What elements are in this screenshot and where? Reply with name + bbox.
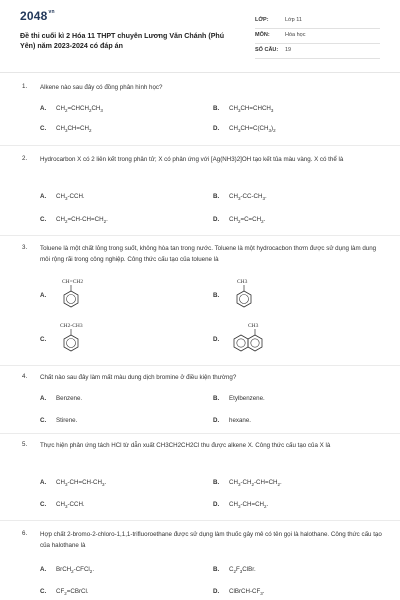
svg-text:CH3: CH3 bbox=[237, 279, 248, 285]
logo-text: 2048 bbox=[20, 9, 48, 23]
styrene-structure-icon bbox=[52, 276, 92, 316]
question-text: Toluene là một chất lỏng trong suốt, không hòa tan trong nước. Toluene là một hydrocacbon thơm được sử dụng làm dung môi rộng rãi trong công nghiệp. Công thức cấu tạo của toluene là bbox=[40, 245, 377, 263]
option-label: C. bbox=[40, 336, 47, 343]
option-label: D. bbox=[213, 501, 220, 508]
option-text: $CH_2=CHCH_2CH_3$ bbox=[56, 105, 103, 114]
svg-text:CH3: CH3 bbox=[248, 323, 259, 329]
option-label: B. bbox=[213, 105, 220, 112]
question-separator bbox=[0, 365, 400, 366]
option-label: D. bbox=[213, 216, 220, 223]
question-separator bbox=[0, 520, 400, 521]
option-text: Etylbenzene. bbox=[229, 395, 265, 402]
meta-class bbox=[255, 14, 380, 29]
option-text: Benzene. bbox=[56, 395, 83, 402]
option-text: $CH_3$-CCH. bbox=[56, 501, 85, 510]
option-text: $CH_3-CC-CH_3$. bbox=[229, 193, 267, 202]
option-text: $CH_2=CH-CH=CH_2$. bbox=[56, 216, 108, 225]
meta-class-value: Lớp 11 bbox=[285, 17, 302, 23]
header-divider bbox=[0, 72, 400, 73]
option-label: C. bbox=[40, 216, 47, 223]
option-label: C. bbox=[40, 417, 47, 424]
option-label: A. bbox=[40, 479, 47, 486]
option-label: C. bbox=[40, 125, 47, 132]
option-text: hexane. bbox=[229, 417, 252, 424]
question-text: Hợp chất 2-bromo-2-chloro-1,1,1-trifluoroethane được sử dụng làm thuốc gây mê có tên gọi là halothane. Công thức cấu tạo của halothane là bbox=[40, 531, 382, 549]
meta-count bbox=[255, 44, 380, 59]
option-label: C. bbox=[40, 588, 47, 595]
option-text: $CH_3CH=CH_2$ bbox=[56, 125, 92, 134]
option-text: BrCH$_2$-CFCl$_2$. bbox=[56, 566, 95, 575]
option-label: D. bbox=[213, 588, 220, 595]
question-separator bbox=[0, 433, 400, 434]
option-label: D. bbox=[213, 417, 220, 424]
question-text: Hydrocarbon X có 2 liên kết trong phân tử; X có phản ứng với [Ag(NH3)2]OH tạo kết tủa màu vàng. X có thể là bbox=[40, 156, 344, 163]
option-text: $CH_3CH=C(CH_3)_2$ bbox=[229, 125, 276, 134]
option-text: $CH_3-CH=CH-CH_3$. bbox=[56, 479, 107, 488]
question-separator bbox=[0, 145, 400, 146]
option-text: ClBrCH-$CF_3$. bbox=[229, 588, 265, 597]
option-text: $CH_3-CH_2-CH=CH_2$. bbox=[229, 479, 282, 488]
option-label: B. bbox=[213, 193, 220, 200]
meta-subject-value: Hóa học bbox=[285, 32, 306, 38]
option-label: B. bbox=[213, 566, 220, 573]
option-text: $CH_3-CH=CH_2$. bbox=[229, 501, 269, 510]
option-label: A. bbox=[40, 193, 47, 200]
question-number: 2. bbox=[22, 155, 28, 162]
option-label: B. bbox=[213, 479, 220, 486]
option-label: A. bbox=[40, 105, 47, 112]
option-label: A. bbox=[40, 566, 47, 573]
option-label: A. bbox=[40, 395, 47, 402]
question-number: 5. bbox=[22, 441, 28, 448]
logo-suffix: vn bbox=[48, 9, 55, 15]
site-logo[interactable] bbox=[20, 9, 55, 23]
option-text: $CF_2=CBrCl$. bbox=[56, 588, 89, 597]
option-text: Stirene. bbox=[56, 417, 78, 424]
meta-class-key: LỚP: bbox=[255, 17, 269, 23]
svg-text:CH2-CH3: CH2-CH3 bbox=[60, 323, 83, 329]
option-label: D. bbox=[213, 336, 220, 343]
question-number: 4. bbox=[22, 373, 28, 380]
question-number: 3. bbox=[22, 244, 28, 251]
question-text: Chất nào sau đây làm mất màu dung dịch bromine ở điều kiện thường? bbox=[40, 374, 237, 381]
meta-count-value: 19 bbox=[285, 47, 292, 53]
option-label: A. bbox=[40, 292, 47, 299]
meta-subject bbox=[255, 29, 380, 44]
svg-text:CH=CH2: CH=CH2 bbox=[62, 279, 84, 285]
option-label: D. bbox=[213, 125, 220, 132]
option-label: C. bbox=[40, 501, 47, 508]
toluene-structure-icon bbox=[225, 276, 265, 316]
option-label: B. bbox=[213, 395, 220, 402]
page-header bbox=[0, 0, 400, 72]
exam-title: Đề thi cuối kì 2 Hóa 11 THPT chuyên Lương Văn Chánh (Phú Yên) năm 2023-2024 có đáp án bbox=[20, 32, 225, 50]
option-text: $CH_3$-CCH. bbox=[56, 193, 85, 202]
question-number: 1. bbox=[22, 83, 28, 90]
option-text: $CH_2=C=CH_2$. bbox=[229, 216, 266, 225]
meta-count-key: SỐ CÂU: bbox=[255, 47, 279, 53]
meta-subject-key: MÔN: bbox=[255, 32, 270, 38]
methylnaphthalene-structure-icon bbox=[225, 320, 273, 360]
question-number: 6. bbox=[22, 530, 28, 537]
question-text: Alkene nào sau đây có đồng phân hình học? bbox=[40, 84, 163, 91]
question-separator bbox=[0, 235, 400, 236]
option-text: $CH_3CH=CHCH_3$ bbox=[229, 105, 274, 114]
question-text: Thực hiện phản ứng tách HCl từ dẫn xuất CH3CH2CH2Cl thu được alkene X. Công thức cấu tạo của X là bbox=[40, 442, 331, 449]
option-label: B. bbox=[213, 292, 220, 299]
ethylbenzene-structure-icon bbox=[52, 320, 92, 360]
option-text: $C_2F_3ClBr$. bbox=[229, 566, 256, 575]
